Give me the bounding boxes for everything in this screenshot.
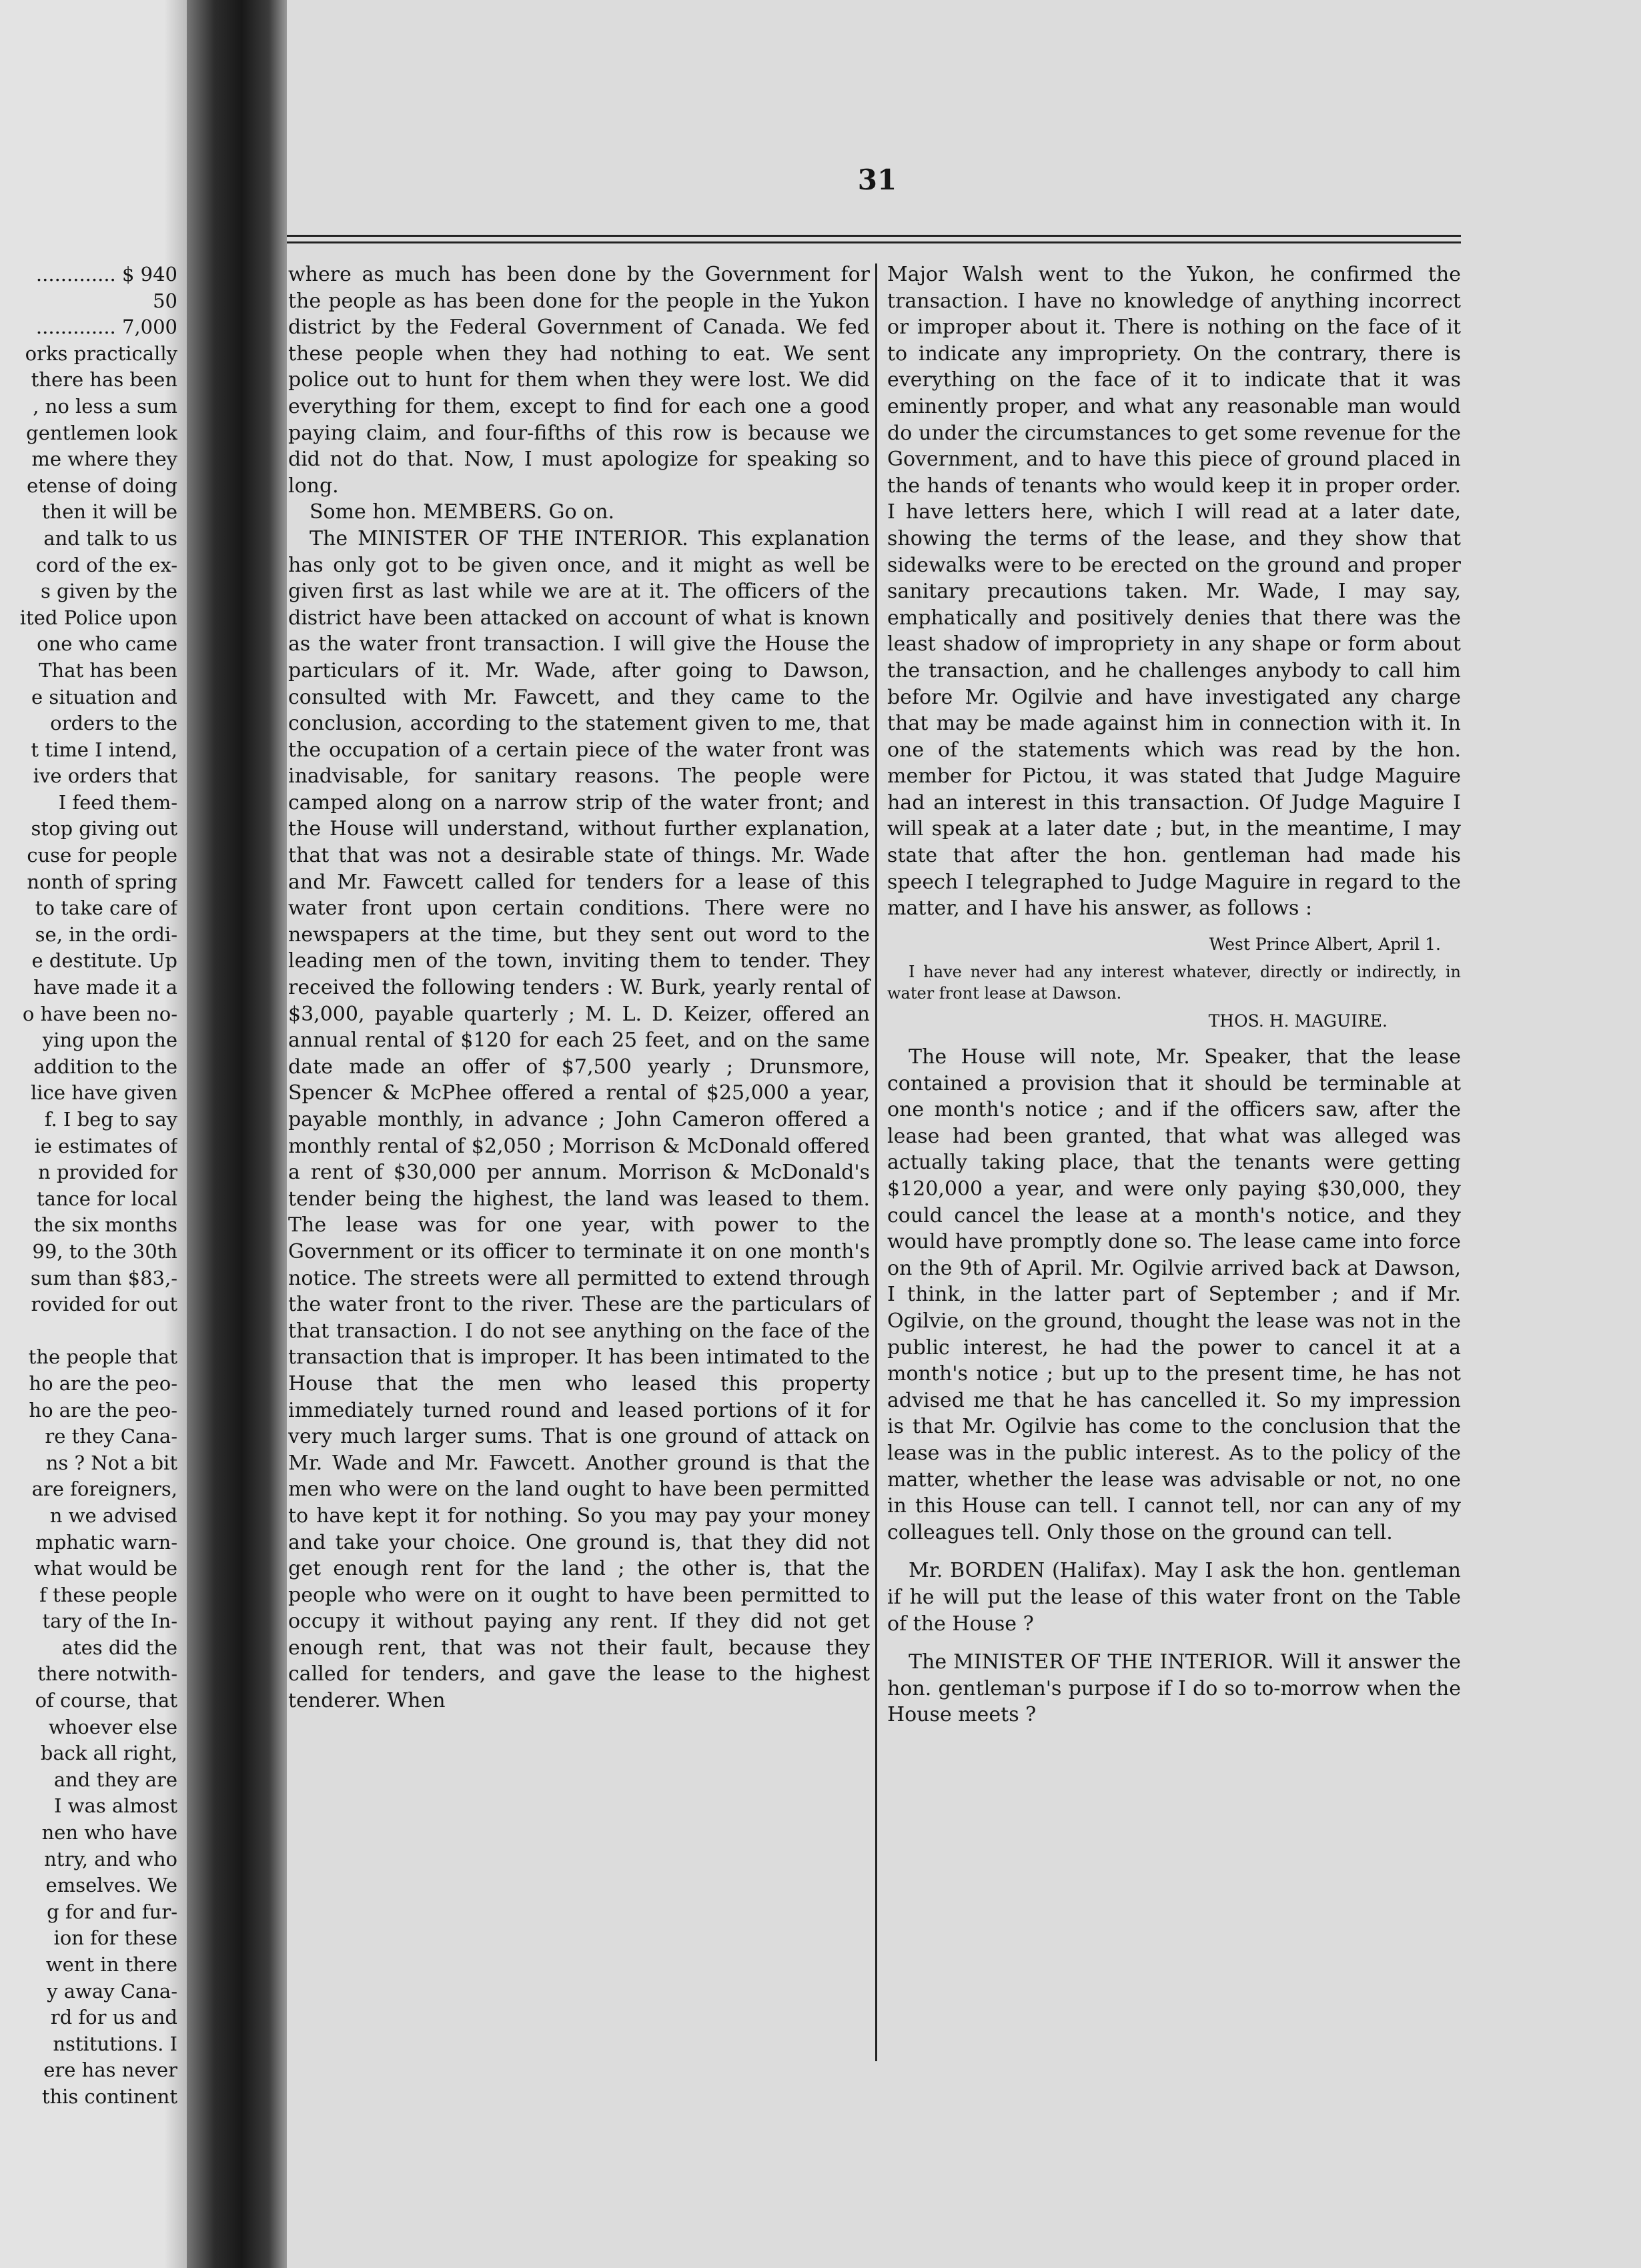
fragment-line: ying upon the [42,1029,177,1052]
fragment-line: ates did the [61,1636,177,1659]
fragment-line: f. I beg to say [44,1108,177,1131]
fragment-line: ............. 7,000 [35,316,177,339]
paragraph: where as much has been done by the Government for the people as has been done for the people in the Yukon district by the Federal Government of Canada. We fed these people when they had nothing to eat. We sent police out to hunt for them when they were lost. We did everything for them, except to find for each one a good paying claim, and four-fifths of this row is because we did not do that. Now, I must apologize for speaking so long. [288,263,870,498]
fragment-line: whoever else [48,1715,177,1738]
fragment-line: ............. $ 940 [35,263,177,286]
fragment-line: e destitute. Up [31,949,177,973]
fragment-line: g for and fur- [47,1900,177,1923]
fragment-line: t time I intend, [31,738,177,761]
fragment-line: orders to the [50,712,177,735]
fragment-line: etense of doing [27,474,177,497]
fragment-line: me where they [31,448,177,471]
previous-page-text-fragment [5,261,177,2111]
fragment-line: ere has never [43,2059,177,2082]
fragment-line: and they are [53,1768,177,1791]
fragment-line: emselves. We [45,1874,177,1897]
fragment-line: I was almost [54,1794,177,1818]
fragment-line: f these people [39,1583,177,1606]
fragment-line: orks practically [25,342,177,365]
fragment-line: ns ? Not a bit [45,1451,177,1474]
fragment-line: to take care of [35,897,177,920]
speaker-name: The MINISTER OF THE INTERIOR. [310,526,688,550]
fragment-line: of course, that [35,1689,177,1712]
speech-text: This explanation has only got to be given once, and it might as well be given first as last while we are at it. The officers of the district have been attacked on account of what is known as the water front transaction. I will give the House the particulars of it. Mr. Wade, after going to Dawson, consulted with Mr. Fawcett, and they came to the conclusion, according to the statement given to me, that the occupation of a certain piece of the water front was inadvisable, for sanitary reasons. The people were camped along on a narrow strip of the water front; and the House will understand, without further explanation, that that was not a desirable state of things. Mr. Wade and Mr. Fawcett called for tenders for a lease of this water front upon certain conditions. There were no newspapers at the time, but they sent out word to the leading men of the town, inviting them to tender. They received the following tenders : W. Burk, yearly rental of $3,000, payable quarterly ; M. L. D. Keizer, offered an annual rental of $120 for each 25 feet, and on the same date made an offer of $7,500 yearly ; Drunsmore, Spencer & McPhee offered a rental of $25,000 a year, payable monthly, in advance ; John Cameron offered a monthly rental of $2,050 ; Morrison & McDonald offered a rent of $30,000 per annum. Morrison & McDonald's tender being the highest, the land was leased to them. The lease was for one year, with power to the Government or its officer to terminate it on one month's notice. The streets were all permitted to extend through the water front to the river. These are the particulars of that transaction. I do not see anything on the face of the transaction that is improper. It has been intimated to the House that the men who leased this property immediately turned round and leased portions of it for very much larger sums. That is one ground of attack on Mr. Wade and Mr. Fawcett. Another ground is that the men who were on the land ought to have been permitted to have kept it for nothing. So you may pay your money and take your choice. One ground is, that they did not get enough rent for the land ; the other is, that the people who were on it ought to have been permitted to occupy it without paying any rent. If they did not get enough rent, that was not their fault, because they called for tenders, and gave the lease to the highest tenderer. When [288,526,870,1713]
fragment-line: n we advised [49,1504,177,1527]
fragment-line: there has been [31,368,177,392]
paragraph-minister-interior [887,1649,1461,1728]
paragraph: Major Walsh went to the Yukon, he confirmed the transaction. I have no knowledge of anything incorrect or improper about it. There is nothing on the face of it to indicate any impropriety. On the contrary, there is everything on the face of it to indicate that it was eminently proper, and what any reasonable man would do under the circumstances to get some revenue for the Government, and to have this piece of ground placed in the hands of tenants who would keep it in proper order. I have letters here, which I will read at a later date, showing the terms of the lease, and they show that sidewalks were to be erected on the ground and proper sanitary precautions taken. Mr. Wade, I may say, emphatically and positively denies that there was the least shadow of impropriety in any shape or form about the transaction, and he challenges anybody to call him before Mr. Ogilvie and have investigated any charge that may be made against him in connection with it. In one of the statements which was read by the hon. member for Pictou, it was stated that Judge Maguire had an interest in this transaction. Of Judge Maguire I will speak at a later date ; but, in the meantime, I may state that after the hon. gentleman had made his speech I telegraphed to Judge Maguire in regard to the matter, and I have his answer, as follows : [887,263,1461,921]
fragment-line: the people that [28,1345,177,1369]
telegram-body: I have never had any interest whatever, directly or indirectly, in water front lease at Dawson. [887,963,1461,1003]
fragment-line: ive orders that [33,764,177,788]
fragment-line: lice have given [31,1081,177,1105]
fragment-line: 50 [153,289,177,312]
fragment-line: re they Cana- [45,1425,177,1448]
fragment-line: have made it a [33,976,177,999]
fragment-line: then it will be [41,500,177,524]
fragment-line: went in there [45,1953,177,1976]
telegram-place-date: West Prince Albert, April 1. [1209,934,1441,954]
paragraph-members: Some hon. MEMBERS. Go on. [310,500,615,524]
middle-column [288,261,870,1714]
fragment-line: e situation and [31,685,177,708]
header-rule [287,235,1461,237]
paragraph-minister-interior [288,526,870,1714]
fragment-line: this continent [41,2085,177,2108]
paragraph-borden: Mr. BORDEN (Halifax). May I ask the hon. gentleman if he will put the lease of this water front on the Table of the House ? [887,1559,1461,1636]
telegram-signature: THOS. H. MAGUIRE. [1208,1011,1388,1031]
fragment-line: That has been [39,658,177,682]
fragment-line: se, in the ordi- [35,923,177,946]
fragment-line: tance for local [36,1187,177,1210]
fragment-line: sum than $83,- [30,1266,177,1289]
right-column [887,261,1461,1728]
speaker-name: The MINISTER OF THE INTERIOR. [909,1650,1274,1674]
speech-text: Will it answer the hon. gentleman's purpose if I do so to-morrow when the House meets ? [887,1650,1461,1727]
fragment-line: there notwith- [37,1662,177,1686]
fragment-line: n provided for [37,1161,177,1184]
fragment-line: ie estimates of [34,1134,177,1157]
column-rule [875,263,877,2061]
fragment-line: nstitutions. I [53,2032,177,2055]
fragment-line: stop giving out [31,817,177,840]
fragment-line: cuse for people [27,844,177,867]
fragment-line: ho are the peo- [29,1371,177,1395]
fragment-line: 99, to the 30th [32,1239,177,1263]
fragment-line: o have been no- [22,1002,177,1025]
header-rule-double [287,241,1461,243]
fragment-line: , no less a sum [33,394,177,418]
paragraph: The House will note, Mr. Speaker, that the lease contained a provision that it should be terminable at one month's notice ; and if the officers saw, after the lease had been granted, that what was alleged was actually taking place, that the tenants were getting $120,000 a year, and were only paying $30,000, they could cancel the lease at a month's notice, and they would have promptly done so. The lease came into force on the 9th of April. Mr. Ogilvie arrived back at Dawson, I think, in the latter part of September ; and if Mr. Ogilvie, on the ground, thought the lease was not in the public interest, he had the power to cancel it at a month's notice ; but up to the present time, he has not advised me that he has cancelled it. So my impression is that Mr. Ogilvie has come to the conclusion that the lease was in the public interest. As to the policy of the matter, whether the lease was advisable or not, no one in this House can tell. I cannot tell, nor can any of my colleagues tell. Only those on the ground can tell. [887,1045,1461,1544]
fragment-line [5,1318,177,1345]
fragment-line: and talk to us [43,526,177,550]
fragment-line: rd for us and [50,2006,177,2029]
fragment-line: back all right, [40,1742,177,1765]
fragment-line: one who came [37,632,177,656]
fragment-line: tary of the In- [42,1610,177,1633]
fragment-line: I feed them- [58,790,177,814]
fragment-line: nen who have [41,1821,177,1844]
fragment-line: ion for these [53,1926,177,1950]
fragment-line: nonth of spring [27,870,177,893]
fragment-line: s given by the [40,580,177,603]
fragment-line: cord of the ex- [35,553,177,576]
fragment-line: the six months [33,1213,177,1237]
fragment-line: what would be [33,1557,177,1580]
fragment-line: y away Cana- [47,1979,177,2003]
fragment-line: ho are the peo- [29,1398,177,1422]
page-number: 31 [857,163,897,196]
fragment-line: rovided for out [31,1293,177,1316]
fragment-line: ntry, and who [44,1847,177,1870]
fragment-line: ited Police upon [19,606,177,629]
book-spine-shadow [187,0,287,2268]
fragment-line: addition to the [33,1055,177,1078]
fragment-line: gentlemen look [26,421,177,444]
fragment-line: mphatic warn- [35,1530,177,1554]
fragment-line: are foreigners, [31,1478,177,1501]
